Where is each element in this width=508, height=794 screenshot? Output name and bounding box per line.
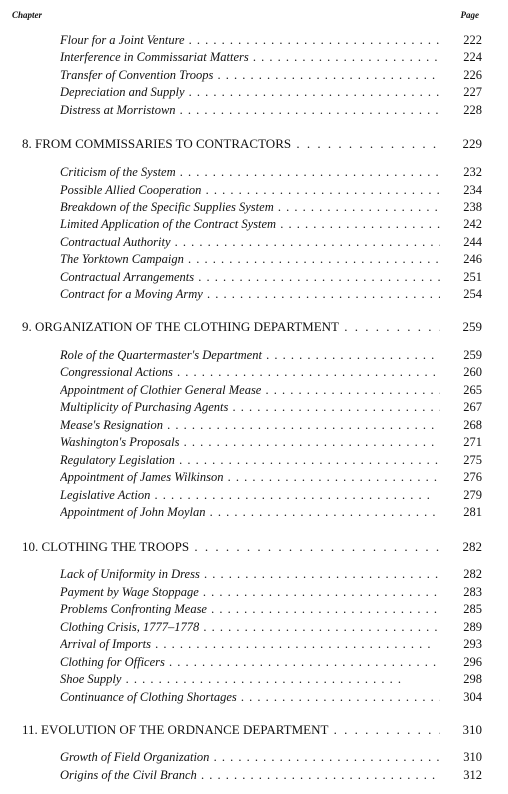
toc-entry (0, 583, 508, 601)
page-number: 296 (463, 655, 482, 669)
toc-entry (0, 268, 508, 286)
page-number: 283 (463, 585, 482, 599)
toc-entry (0, 381, 508, 399)
entry-title: Regulatory Legislation . . (60, 451, 440, 469)
page-number: 267 (463, 400, 482, 414)
page-number: 312 (463, 768, 482, 782)
toc-entry (0, 565, 508, 583)
toc-entry (0, 748, 508, 766)
page-number: 234 (463, 183, 482, 197)
entry-title: Arrival of Imports . . (60, 635, 440, 653)
chapter-heading (0, 135, 508, 153)
entry-title: Payment by Wage Stoppage . . (60, 583, 440, 601)
entry-title: Legislative Action . . (60, 486, 440, 504)
entry-title: Limited Application of the Contract System . . (60, 215, 440, 233)
toc-entry (0, 635, 508, 653)
entry-title: Possible Allied Cooperation . . (60, 181, 440, 199)
entry-title: Breakdown of the Specific Supplies System . . (60, 198, 440, 216)
entry-title: Problems Confronting Mease . . (60, 600, 440, 618)
page-number: 275 (463, 453, 482, 467)
entry-title: Criticism of the System . . (60, 163, 440, 181)
entry-title: Growth of Field Organization . . (60, 748, 440, 766)
entry-title: Mease's Resignation . . (60, 416, 440, 434)
toc-entry (0, 83, 508, 101)
toc-entry (0, 66, 508, 84)
entry-title: Shoe Supply . . (60, 670, 440, 688)
toc-entry (0, 363, 508, 381)
chapter-heading (0, 721, 508, 739)
entry-title: Depreciation and Supply . . (60, 83, 440, 101)
entry-title: Role of the Quartermaster's Department . . (60, 346, 440, 364)
entry-title: Multiplicity of Purchasing Agents . . (60, 398, 440, 416)
toc-entry (0, 31, 508, 49)
page-number: 228 (463, 103, 482, 117)
page-number: 304 (463, 690, 482, 704)
page-number: 276 (463, 470, 482, 484)
page-number: 242 (463, 217, 482, 231)
page-number: 226 (463, 68, 482, 82)
toc-entry (0, 486, 508, 504)
entry-title: Distress at Morristown . . (60, 101, 440, 119)
entry-title: Appointment of James Wilkinson . . (60, 468, 440, 486)
chapter-heading (0, 318, 508, 336)
page-number: 271 (463, 435, 482, 449)
entry-title: Congressional Actions . . (60, 363, 440, 381)
toc-entry (0, 250, 508, 268)
chapter-heading (0, 538, 508, 556)
toc-entry (0, 670, 508, 688)
toc-entry (0, 416, 508, 434)
page-number: 246 (463, 252, 482, 266)
toc-entry (0, 285, 508, 303)
entry-title: Continuance of Clothing Shortages . . (60, 688, 440, 706)
entry-title: Clothing Crisis, 1777–1778 . . (60, 618, 440, 636)
toc-entry (0, 433, 508, 451)
toc-entry (0, 198, 508, 216)
toc-entry (0, 101, 508, 119)
page-number: 254 (463, 287, 482, 301)
page-number: 268 (463, 418, 482, 432)
chapter-title: 8. FROM COMMISSARIES TO CONTRACTORS . . (22, 135, 440, 153)
page-number: 232 (463, 165, 482, 179)
page-number: 282 (463, 567, 482, 581)
toc-entry (0, 766, 508, 784)
page-number: 279 (463, 488, 482, 502)
page-number: 298 (463, 672, 482, 686)
page-number: 282 (462, 539, 482, 554)
page-number: 251 (463, 270, 482, 284)
entry-title: Contractual Arrangements . . (60, 268, 440, 286)
page-number: 259 (463, 348, 482, 362)
page-column-label: Page (460, 10, 479, 20)
page-number: 244 (463, 235, 482, 249)
toc-entry (0, 181, 508, 199)
toc-entry (0, 451, 508, 469)
entry-title: Appointment of John Moylan . . (60, 503, 440, 521)
toc-entry (0, 503, 508, 521)
toc-entry (0, 600, 508, 618)
page-number: 293 (463, 637, 482, 651)
page-number: 224 (463, 50, 482, 64)
toc-entry (0, 48, 508, 66)
entry-title: Interference in Commissariat Matters . . (60, 48, 440, 66)
toc-entry (0, 468, 508, 486)
chapter-column-label: Chapter (12, 10, 43, 20)
page-number: 238 (463, 200, 482, 214)
toc-entry (0, 618, 508, 636)
page-number: 222 (463, 33, 482, 47)
entry-title: Lack of Uniformity in Dress . . (60, 565, 440, 583)
entry-title: Origins of the Civil Branch . . (60, 766, 440, 784)
toc-entry (0, 233, 508, 251)
page-number: 281 (463, 505, 482, 519)
toc-entry (0, 215, 508, 233)
chapter-title: 9. ORGANIZATION OF THE CLOTHING DEPARTMENT . . (22, 318, 440, 336)
entry-title: Contract for a Moving Army . . (60, 285, 440, 303)
chapter-title: 11. EVOLUTION OF THE ORDNANCE DEPARTMENT . . (22, 721, 440, 739)
toc-entry (0, 688, 508, 706)
chapter-title: 10. CLOTHING THE TROOPS . . (22, 538, 440, 556)
toc-entry (0, 163, 508, 181)
entry-title: The Yorktown Campaign . . (60, 250, 440, 268)
entry-title: Contractual Authority . . (60, 233, 440, 251)
entry-title: Appointment of Clothier General Mease . . (60, 381, 440, 399)
page-number: 227 (463, 85, 482, 99)
entry-title: Transfer of Convention Troops . . (60, 66, 440, 84)
toc-entry (0, 653, 508, 671)
page-number: 285 (463, 602, 482, 616)
entry-title: Washington's Proposals . . (60, 433, 440, 451)
page-number: 310 (462, 722, 482, 737)
page-number: 289 (463, 620, 482, 634)
page-number: 259 (462, 319, 482, 334)
page-number: 265 (463, 383, 482, 397)
toc-entry (0, 346, 508, 364)
entry-title: Clothing for Officers . . (60, 653, 440, 671)
toc-entry (0, 398, 508, 416)
page-number: 260 (463, 365, 482, 379)
page-number: 229 (462, 136, 482, 151)
page-number: 310 (463, 750, 482, 764)
entry-title: Flour for a Joint Venture . . (60, 31, 440, 49)
